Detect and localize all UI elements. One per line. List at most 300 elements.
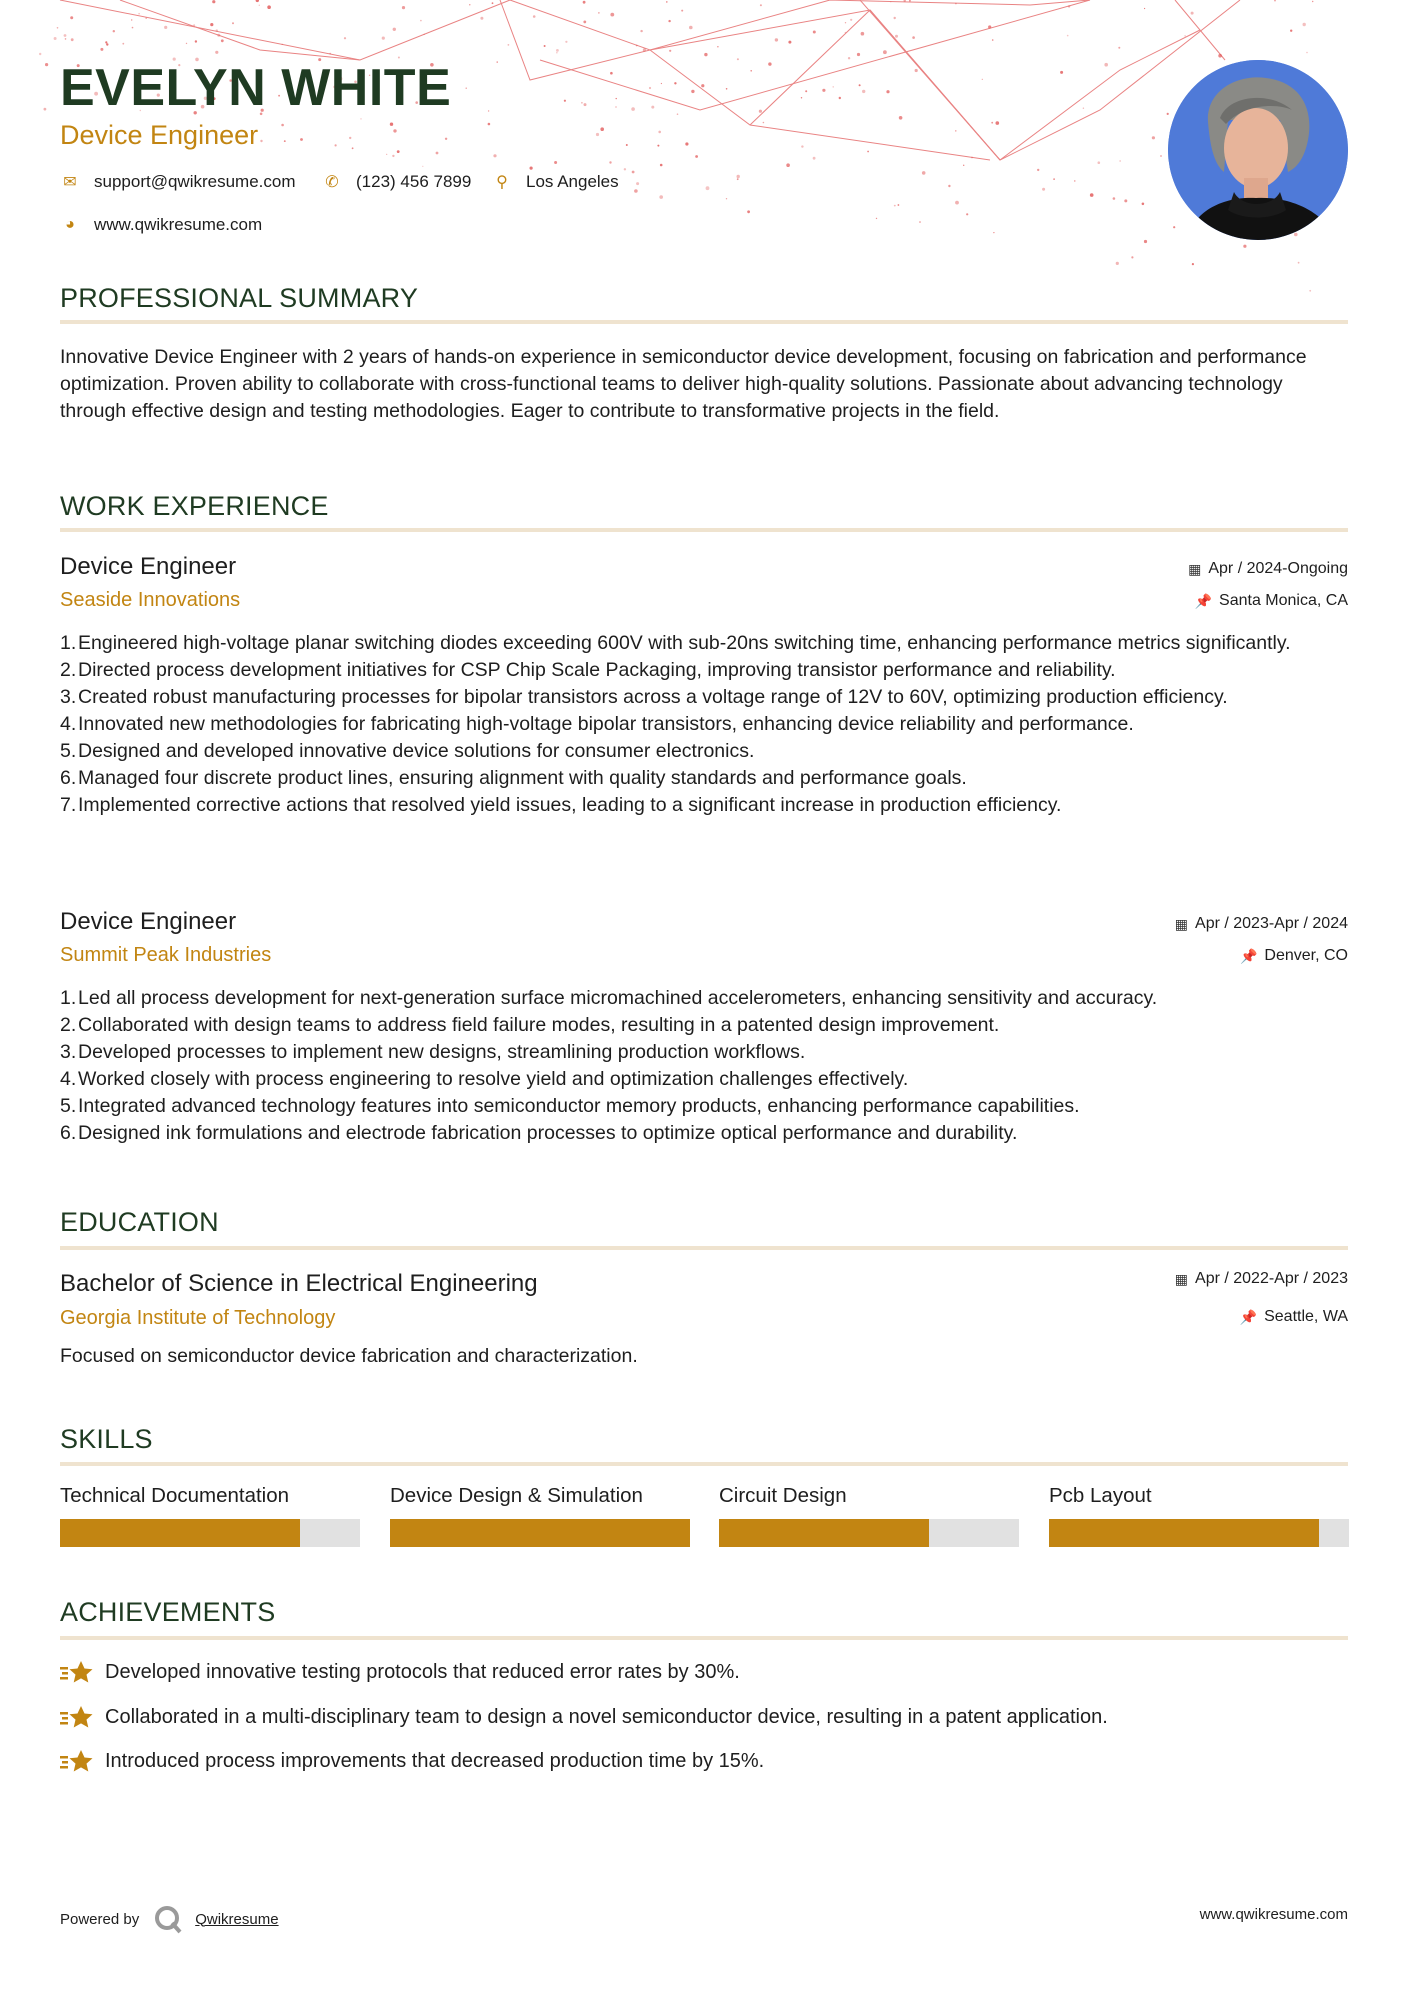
background-dot [867, 151, 869, 153]
background-dot [992, 39, 994, 41]
profile-photo [1168, 60, 1348, 240]
background-dot [260, 140, 262, 142]
background-dot [1173, 226, 1175, 228]
pushpin-icon: 📌 [1194, 592, 1213, 609]
background-dot [71, 38, 74, 41]
job-dates [1175, 915, 1348, 933]
background-dot [775, 38, 778, 41]
skill-item [390, 1484, 690, 1547]
background-dot [445, 138, 447, 140]
achievement-text: Collaborated in a multi-disciplinary team to design a novel semiconductor device, resulting in a patent application. [105, 1705, 1108, 1728]
skill-fill [719, 1519, 929, 1547]
background-dot [193, 24, 195, 26]
star-icon [60, 1748, 94, 1774]
background-dot [596, 133, 599, 136]
section-divider [60, 1636, 1348, 1640]
background-dot [726, 88, 728, 90]
background-dot [955, 130, 956, 131]
background-dot [1083, 108, 1084, 109]
list-item: Designed and developed innovative device solutions for consumer electronics. [78, 740, 755, 762]
calendar-icon: ▦ [1174, 1270, 1189, 1287]
background-dot [609, 161, 611, 163]
background-dot [726, 198, 727, 199]
background-dot [839, 97, 841, 99]
job-dates-text: Apr / 2024-Ongoing [1208, 560, 1348, 577]
list-item: Collaborated with design teams to address field failure modes, resulting in a patented design improvement. [78, 1014, 1000, 1036]
background-dot [706, 186, 710, 190]
background-dot [801, 145, 803, 147]
background-dot [1124, 199, 1127, 202]
list-item: Innovated new methodologies for fabricating high-voltage bipolar transistors, enhancing device reliability and performance. [78, 713, 1134, 735]
background-dot [763, 122, 765, 124]
background-dot [805, 90, 807, 92]
background-dot [634, 189, 638, 193]
pushpin-icon: 📌 [1239, 1308, 1258, 1325]
skill-track [1049, 1519, 1349, 1547]
list-item: Led all process development for next-generation surface micromachined accelerometers, enhancing sensitivity and accuracy. [78, 987, 1158, 1009]
background-dot [1042, 188, 1045, 191]
background-dot [1274, 0, 1276, 2]
background-dot [649, 87, 651, 89]
background-dot [259, 5, 260, 6]
achievement-item [60, 1659, 740, 1685]
background-dot [329, 53, 331, 55]
background-dot [922, 171, 926, 175]
skill-item [719, 1484, 1019, 1547]
background-dot [1037, 169, 1039, 171]
background-dot [564, 100, 566, 102]
job-role: Device Engineer [60, 553, 237, 580]
background-dot [131, 19, 132, 20]
background-dot [390, 123, 393, 126]
background-dot [554, 161, 557, 164]
background-dot [704, 53, 707, 56]
skill-item [1049, 1484, 1349, 1547]
background-dot [890, 1, 891, 2]
background-dot [1294, 233, 1298, 237]
globe-icon: ◕ [65, 216, 75, 233]
background-dot [862, 90, 865, 93]
list-item: Designed ink formulations and electrode fabrication processes to optimize optical performance and durability. [78, 1122, 1018, 1144]
background-dot [674, 82, 676, 84]
background-dot [221, 39, 224, 42]
list-item: Engineered high-voltage planar switching diodes exceeding 600V with sub-20ns switching time, enhancing performance metrics significantly. [78, 632, 1291, 654]
background-dot [658, 131, 661, 134]
background-dot [436, 152, 439, 155]
background-dot [282, 44, 283, 45]
background-dot [1068, 5, 1070, 7]
background-dot [717, 46, 718, 47]
background-dot [256, 0, 259, 2]
contact-phone[interactable] [322, 172, 471, 192]
background-dot [1303, 23, 1306, 26]
background-dot [643, 48, 646, 51]
education-location-text: Seattle, WA [1264, 1308, 1348, 1325]
background-dot [701, 84, 704, 87]
background-dot [1142, 203, 1145, 206]
background-dot [402, 6, 405, 9]
background-dot [122, 43, 124, 45]
background-dot [996, 121, 1000, 125]
skill-fill [390, 1519, 690, 1547]
footer-powered-by [60, 1904, 279, 1934]
background-dot [382, 37, 385, 40]
background-dot [581, 102, 583, 104]
powered-by-text: Powered by [60, 1910, 140, 1928]
background-dot [105, 41, 107, 43]
background-dot [217, 34, 220, 37]
background-dot [212, 0, 215, 3]
background-dot [768, 62, 771, 65]
background-dot [1309, 290, 1311, 292]
background-dot [669, 50, 671, 52]
background-dot [1191, 12, 1194, 15]
background-dot [1312, 1, 1313, 2]
background-dot [750, 70, 752, 72]
qwikresume-logo-icon [153, 1904, 183, 1934]
background-dot [493, 154, 496, 157]
background-dot [685, 142, 688, 145]
background-dot [857, 53, 860, 56]
background-dot [1144, 8, 1145, 9]
skill-track [719, 1519, 1019, 1547]
background-dot [335, 144, 337, 146]
background-dot [113, 30, 115, 32]
background-dot [1218, 54, 1222, 58]
phone-text: (123) 456 7899 [356, 172, 472, 191]
background-dot [636, 45, 638, 47]
background-dot [691, 90, 694, 93]
background-dot [344, 37, 346, 39]
background-dot [1067, 35, 1069, 37]
background-dot [492, 2, 494, 4]
background-dot [215, 51, 218, 54]
candidate-name: EVELYN WHITE [60, 59, 452, 117]
background-dot [660, 164, 663, 167]
background-dot [786, 163, 790, 167]
summary-heading: PROFESSIONAL SUMMARY [60, 283, 419, 313]
background-dot [822, 89, 825, 92]
background-dot [624, 168, 626, 170]
skill-label: Circuit Design [719, 1484, 847, 1507]
job-location-text: Santa Monica, CA [1219, 592, 1348, 609]
background-dot [636, 182, 639, 185]
background-dot [894, 17, 896, 19]
job-dates [1188, 560, 1348, 578]
section-divider [60, 1246, 1348, 1250]
background-dot [668, 20, 670, 22]
background-dot [600, 127, 604, 131]
background-dot [616, 98, 617, 99]
background-dot [530, 167, 533, 170]
background-dot [677, 113, 679, 115]
background-dot [393, 28, 396, 31]
background-dot [1060, 71, 1063, 74]
education-heading: EDUCATION [60, 1207, 219, 1237]
list-item: Managed four discrete product lines, ensuring alignment with quality standards and performance goals. [78, 767, 967, 789]
background-dot [955, 201, 959, 205]
background-dot [963, 165, 964, 166]
education-location [1240, 1308, 1348, 1326]
background-dot [632, 171, 635, 174]
skill-track [60, 1519, 360, 1547]
job-company: Summit Peak Industries [60, 944, 272, 966]
background-dot [466, 88, 467, 89]
background-dot [300, 138, 303, 141]
background-dot [106, 43, 108, 45]
candidate-title: Device Engineer [60, 120, 259, 150]
background-dot [210, 23, 213, 26]
background-dot [919, 221, 921, 223]
background-dot [132, 27, 134, 29]
background-dot [737, 175, 740, 178]
envelope-icon: ✉ [63, 174, 77, 191]
background-dot [281, 124, 284, 127]
background-dot [788, 41, 791, 44]
background-dot [583, 21, 586, 24]
summary-text: Innovative Device Engineer with 2 years of hands-on experience in semiconductor device development, focusing on fabrication and performance optimization. Proven ability to collaborate with cross-functional teams to deliver high-quality solutions. Passionate about advancing technology through effective design and testing methodologies. Eager to contribute to transformative projects in the field. [60, 346, 1307, 422]
calendar-icon: ▦ [1188, 560, 1202, 577]
star-icon [60, 1659, 94, 1685]
background-dot [556, 52, 557, 53]
background-dot [1290, 30, 1292, 32]
background-dot [898, 204, 900, 206]
background-dot [232, 22, 234, 24]
background-dot [1243, 245, 1246, 248]
background-dot [186, 43, 187, 44]
background-dot [845, 22, 846, 23]
star-icon [60, 1704, 94, 1730]
list-item: Created robust manufacturing processes for bipolar transistors across a voltage range of 12V to 60V, optimizing production efficiency. [78, 686, 1228, 708]
background-dot [1184, 35, 1185, 36]
background-dot [626, 144, 628, 146]
background-dot [138, 13, 140, 15]
background-dot [145, 17, 147, 19]
background-dot [54, 37, 57, 40]
background-dot [1090, 193, 1094, 197]
background-dot [861, 32, 865, 36]
background-dot [1098, 161, 1101, 164]
background-dot [565, 41, 567, 43]
background-dot [615, 106, 616, 107]
list-item: Implemented corrective actions that resolved yield issues, leading to a significant increase in production efficiency. [78, 794, 1062, 816]
background-dot [681, 10, 683, 12]
list-item: Directed process development initiatives for CSP Chip Scale Packaging, improving transistor performance and reliability. [78, 659, 1116, 681]
background-dot [1053, 178, 1055, 180]
background-dot [544, 45, 546, 47]
email-text: support@qwikresume.com [94, 172, 296, 191]
background-dot [610, 13, 614, 17]
job-location [1240, 947, 1348, 965]
background-dot [876, 218, 877, 219]
background-dot [1104, 63, 1108, 67]
background-dot [1298, 262, 1300, 264]
background-dot [422, 166, 423, 167]
background-dot [392, 155, 394, 157]
background-dot [64, 34, 67, 37]
background-dot [982, 79, 983, 80]
background-dot [912, 36, 915, 39]
background-dot [397, 150, 400, 153]
map-pin-icon: ⚲ [496, 174, 508, 191]
job-role: Device Engineer [60, 908, 237, 935]
background-dot [695, 155, 698, 158]
background-dot [1306, 52, 1308, 54]
education-dates [1175, 1270, 1348, 1288]
background-dot [1144, 240, 1147, 243]
achievement-text: Developed innovative testing protocols that reduced error rates by 30%. [105, 1660, 740, 1683]
skill-label: Device Design & Simulation [390, 1484, 643, 1507]
background-dot [737, 58, 739, 60]
background-dot [469, 4, 470, 5]
background-dot [801, 97, 802, 98]
background-dot [845, 32, 846, 33]
background-dot [386, 154, 387, 155]
background-dot [65, 38, 67, 40]
achievement-item [60, 1748, 764, 1774]
background-dot [1116, 262, 1119, 265]
background-dot [1074, 180, 1075, 181]
background-dot [508, 44, 510, 46]
website-text: www.qwikresume.com [94, 215, 263, 234]
background-dot [39, 53, 41, 55]
education-description: Focused on semiconductor device fabrication and characterization. [60, 1345, 638, 1367]
background-dot [657, 145, 659, 147]
education-school: Georgia Institute of Technology [60, 1307, 336, 1329]
background-dot [883, 50, 887, 54]
background-dot [284, 140, 286, 142]
background-dot [583, 1, 586, 4]
pushpin-icon: 📌 [1239, 947, 1258, 964]
section-divider [60, 320, 1348, 324]
background-dot [666, 1, 668, 3]
qwikresume-link[interactable]: Qwikresume [195, 1910, 279, 1928]
skill-fill [60, 1519, 300, 1547]
job-dates-text: Apr / 2023-Apr / 2024 [1195, 915, 1348, 932]
background-dot [813, 157, 816, 160]
background-dot [533, 15, 536, 18]
background-dot [195, 40, 197, 42]
background-dot [488, 110, 489, 111]
phone-icon: ✆ [325, 174, 339, 191]
background-dot [991, 122, 993, 124]
achievement-text: Introduced process improvements that decreased production time by 15%. [105, 1749, 765, 1772]
background-dot [759, 110, 762, 113]
section-divider [60, 528, 1348, 532]
list-item: Developed processes to implement new designs, streamlining production workflows. [78, 1041, 806, 1063]
background-dot [556, 49, 559, 52]
background-dot [659, 195, 663, 199]
education-dates-text: Apr / 2022-Apr / 2023 [1195, 1270, 1348, 1287]
background-dot [584, 103, 587, 106]
background-dot [948, 185, 950, 187]
skill-track [390, 1519, 690, 1547]
background-dot [955, 3, 957, 5]
background-dot [1192, 263, 1194, 265]
background-dot [1131, 256, 1133, 258]
background-dot [886, 90, 889, 93]
background-dot [360, 118, 361, 119]
background-dot [737, 178, 739, 180]
background-dot [747, 210, 750, 213]
footer-site-link[interactable]: www.qwikresume.com [1199, 1906, 1348, 1923]
background-dot [1152, 136, 1155, 139]
job-location-text: Denver, CO [1264, 947, 1348, 964]
background-dot [57, 27, 59, 29]
background-dot [216, 29, 218, 31]
background-dot [915, 69, 918, 72]
background-dot [859, 84, 861, 86]
experience-heading: WORK EXPERIENCE [60, 491, 329, 521]
background-dot [488, 123, 491, 126]
job-bullets [60, 985, 1364, 1147]
background-dot [352, 147, 354, 149]
background-dot [610, 72, 613, 75]
background-dot [497, 61, 498, 62]
background-dot [651, 106, 654, 109]
calendar-icon: ▦ [1174, 915, 1189, 932]
list-item: Integrated advanced technology features into semiconductor memory products, enhancing performance capabilities. [78, 1095, 1080, 1117]
background-dot [45, 63, 48, 66]
background-dot [420, 20, 422, 22]
contact-location [492, 172, 619, 192]
skills-heading: SKILLS [60, 1424, 153, 1454]
background-dot [1167, 113, 1169, 115]
background-dot [894, 205, 896, 207]
list-item: Worked closely with process engineering to resolve yield and optimization challenges effectively. [78, 1068, 909, 1090]
background-dot [848, 57, 850, 59]
achievements-heading: ACHIEVEMENTS [60, 1597, 276, 1627]
background-dot [349, 137, 351, 139]
background-dot [661, 83, 662, 84]
skill-label: Pcb Layout [1049, 1484, 1152, 1507]
background-dot [813, 31, 816, 34]
background-dot [1113, 197, 1116, 200]
background-dot [70, 16, 73, 19]
background-dot [966, 213, 968, 215]
background-dot [164, 26, 167, 29]
contact-email[interactable] [60, 172, 296, 192]
background-dot [760, 4, 762, 6]
location-text: Los Angeles [526, 172, 619, 191]
background-dot [640, 30, 642, 32]
skill-fill [1049, 1519, 1319, 1547]
background-dot [1160, 155, 1162, 157]
contact-website[interactable] [60, 215, 262, 235]
background-dot [689, 26, 693, 30]
background-dot [899, 116, 903, 120]
background-dot [1118, 47, 1120, 49]
job-company: Seaside Innovations [60, 589, 241, 611]
background-dot [909, 0, 911, 2]
background-dot [895, 35, 898, 38]
skill-item [60, 1484, 360, 1547]
background-dot [971, 157, 973, 159]
job-location [1195, 592, 1348, 610]
background-dot [1120, 160, 1121, 161]
background-dot [393, 129, 396, 132]
background-dot [100, 48, 103, 51]
background-dot [988, 25, 991, 28]
achievement-item [60, 1704, 1108, 1730]
education-degree: Bachelor of Science in Electrical Engineering [60, 1270, 538, 1297]
section-divider [60, 1462, 1348, 1466]
background-dot [833, 86, 834, 87]
background-dot [631, 107, 635, 111]
background-dot [993, 232, 994, 233]
background-dot [850, 19, 852, 21]
background-dot [267, 5, 271, 9]
